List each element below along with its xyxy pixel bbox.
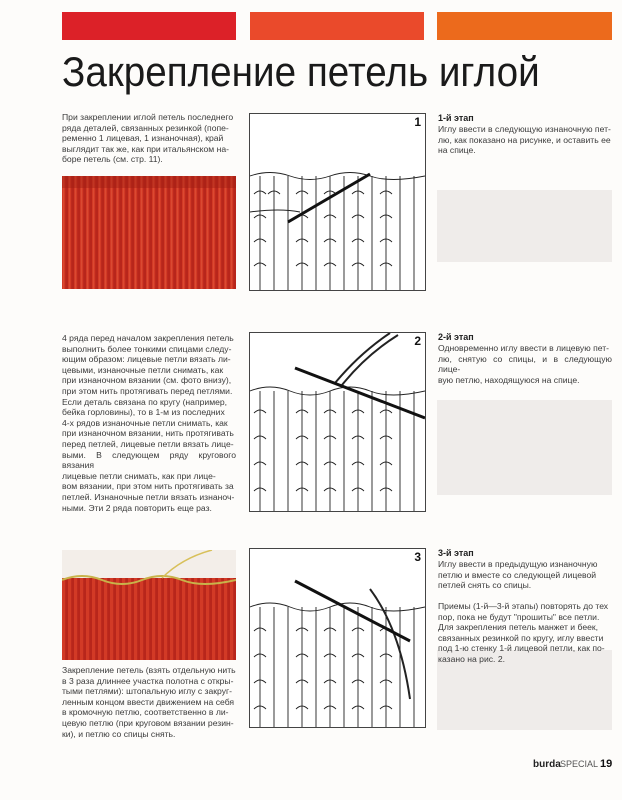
faint-background-block [437, 190, 612, 262]
step-2-heading: 2-й этап [438, 332, 474, 342]
step-3-text: Иглу ввести в предыдущую изнаночную петлю и вместе со следующей лицевой петлей снять со спицы. [438, 559, 598, 591]
faint-background-block [437, 400, 612, 495]
panel-number: 3 [414, 550, 421, 564]
illustration-step-3 [249, 548, 426, 728]
color-bar-orange-red [250, 12, 424, 40]
illustration-step-1 [249, 113, 426, 291]
brand-special: SPECIAL [560, 759, 599, 769]
knit-rib-photo-top [62, 176, 236, 289]
intro-text: При закреплении иглой петель последнего ряда деталей, связанных резинкой (попе- ременно 1 лицевая, 1 изнаночная), край выглядит так же, как при итальянском на- боре петель (см. стр. 11). [62, 112, 234, 165]
brand-logo: burda [533, 759, 561, 770]
color-bar-orange [437, 12, 612, 40]
step-1-heading: 1-й этап [438, 113, 474, 123]
repeat-note: Приемы (1-й—3-й этапы) повторять до тех пор, пока не будут "прошиты" все петли. Для закрепления петель манжет и беек, связанных резинкой по кругу, иглу ввести под 1-ю стенку 1-й лицевой петли, как по- казано на рис. 2. [438, 601, 609, 664]
page-title: Закрепление петель иглой [62, 48, 540, 95]
panel-number: 1 [414, 115, 421, 129]
closing-text: Закрепление петель (взять отдельную нить в 3 раза длиннее участка полотна с откры- тыми петлями): штопальную иглу с закруг- ленным концом ввести движением на себя в кромочную петлю, соответственно в ли- цевую петлю (при круговом вязании резин- ки), и петлю со спицы снять. [62, 665, 236, 739]
illustration-step-2 [249, 332, 426, 512]
step-3-heading: 3-й этап [438, 548, 474, 558]
step-1-text: Иглу ввести в следующую изнаночную пет- лю, как показано на рисунке, и оставить ее на спице. [438, 124, 611, 156]
step-2-text: Одновременно иглу ввести в лицевую пет- лю, снятую со спицы, и в следующую лице- вую петлю, находящуюся на спице. [438, 343, 612, 385]
color-bar-red [62, 12, 236, 40]
knit-rib-photo-bottom [62, 550, 236, 660]
preparation-text: 4 ряда перед началом закрепления петель выполнить более тонкими спицами следу- ющим образом: лицевые петли вязать ли- цевыми, изнаночные петли снимать, как при изнаночном вязании (см. фото внизу), при этом нить протягивать перед петлями. Если деталь связана по кругу (например, бейка горловины), то в 1-м из последних 4-х рядов изнаночные петли снимать, как при изнаночном вязании, нить протягивать перед петлей, лицевые петли вязать лице- выми. В следующем ряду кругового вязания лицевые петли снимать, как при лице- вом вязании, при этом нить протягивать за петлей. Изнаночные петли вязать изнаноч- ными. Эти 2 ряда повторить еще раз. [62, 333, 236, 513]
panel-number: 2 [414, 334, 421, 348]
page-number: 19 [600, 758, 613, 770]
